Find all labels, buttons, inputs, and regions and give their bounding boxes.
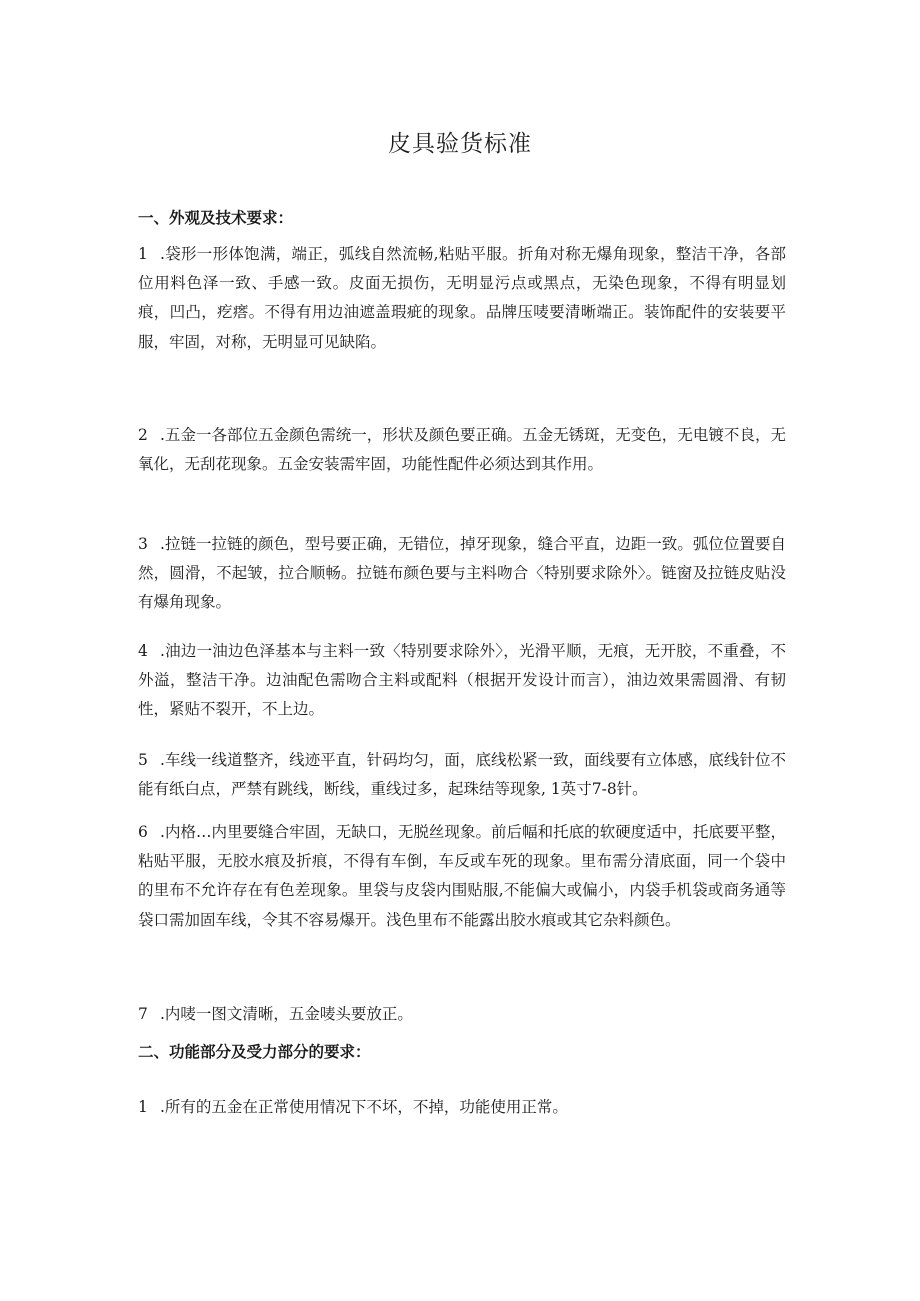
item-text: .袋形一形体饱满，端正，弧线自然流畅,粘贴平服。折角对称无爆角现象，整洁干净，各部位用料色泽一致、手感一致。皮面无损伤，无明显污点或黑点，无染色现象，不得有明显划痕，凹凸，疙瘩。不得有用边油遮盖瑕疵的现象。品牌压唛要清晰端正。装饰配件的安装要平服，牢固，对称，无明显可见缺陷。 [138,245,786,351]
requirement-item-hardware-function [138,1093,786,1122]
requirement-item-hardware [138,421,786,479]
item-number: 5 [138,751,148,769]
requirement-item-label [138,1000,786,1029]
item-text: .五金一各部位五金颜色需统一，形状及颜色要正确。五金无锈斑，无变色，无电镀不良，无氧化，无刮花现象。五金安装需牢固，功能性配件必须达到其作用。 [138,426,786,474]
item-number: 2 [138,426,148,444]
item-number: 1 [138,1098,148,1116]
item-text: .内唛一图文清晰，五金唛头要放正。 [160,1005,413,1023]
section-heading-appearance: 一、外观及技术要求： [138,208,294,227]
requirement-item-stitching [138,746,786,804]
item-number: 3 [138,535,148,553]
item-text: .拉链一拉链的颜色，型号要正确，无错位，掉牙现象，缝合平直，边距一致。弧位位置要自然，圆滑，不起皱，拉合顺畅。拉链布颜色要与主料吻合〈特别要求除外〉。链窗及拉链皮贴没有爆角现象。 [138,535,786,612]
item-number: 1 [138,245,148,263]
item-number: 7 [138,1005,148,1023]
page-title: 皮具验货标准 [388,131,532,157]
item-number: 4 [138,642,148,660]
item-text: .车线一线道整齐，线迹平直，针码均匀，面，底线松紧一致，面线要有立体感，底线针位不能有纸白点，严禁有跳线，断线，重线过多，起珠结等现象, 1英寸7-8针。 [138,751,786,799]
item-text: .油边一油边色泽基本与主料一致〈特别要求除外〉，光滑平顺，无痕，无开胶，不重叠，不外溢，整洁干净。边油配色需吻合主料或配料（根据开发设计而言），油边效果需圆滑、有韧性，紧贴不裂开，不上边。 [138,642,786,719]
item-number: 6 [138,823,148,841]
requirement-item-bag-shape [138,240,786,357]
section-heading-function: 二、功能部分及受力部分的要求： [138,1042,371,1061]
requirement-item-edge-oil [138,637,786,725]
requirement-item-lining [138,818,786,935]
item-text: .所有的五金在正常使用情况下不坏，不掉，功能使用正常。 [160,1098,568,1116]
item-text: .内格…内里要缝合牢固，无缺口，无脱丝现象。前后幅和托底的软硬度适中，托底要平整，粘贴平服，无胶水痕及折痕，不得有车倒，车反或车死的现象。里布需分清底面，同一个袋中的里布不允许存在有色差现象。里袋与皮袋内围贴服,不能偏大或偏小，内袋手机袋或商务通等袋口需加固车线，令其不容易爆开。浅色里布不能露出胶水痕或其它杂料颜色。 [138,823,786,929]
requirement-item-zipper [138,530,786,618]
